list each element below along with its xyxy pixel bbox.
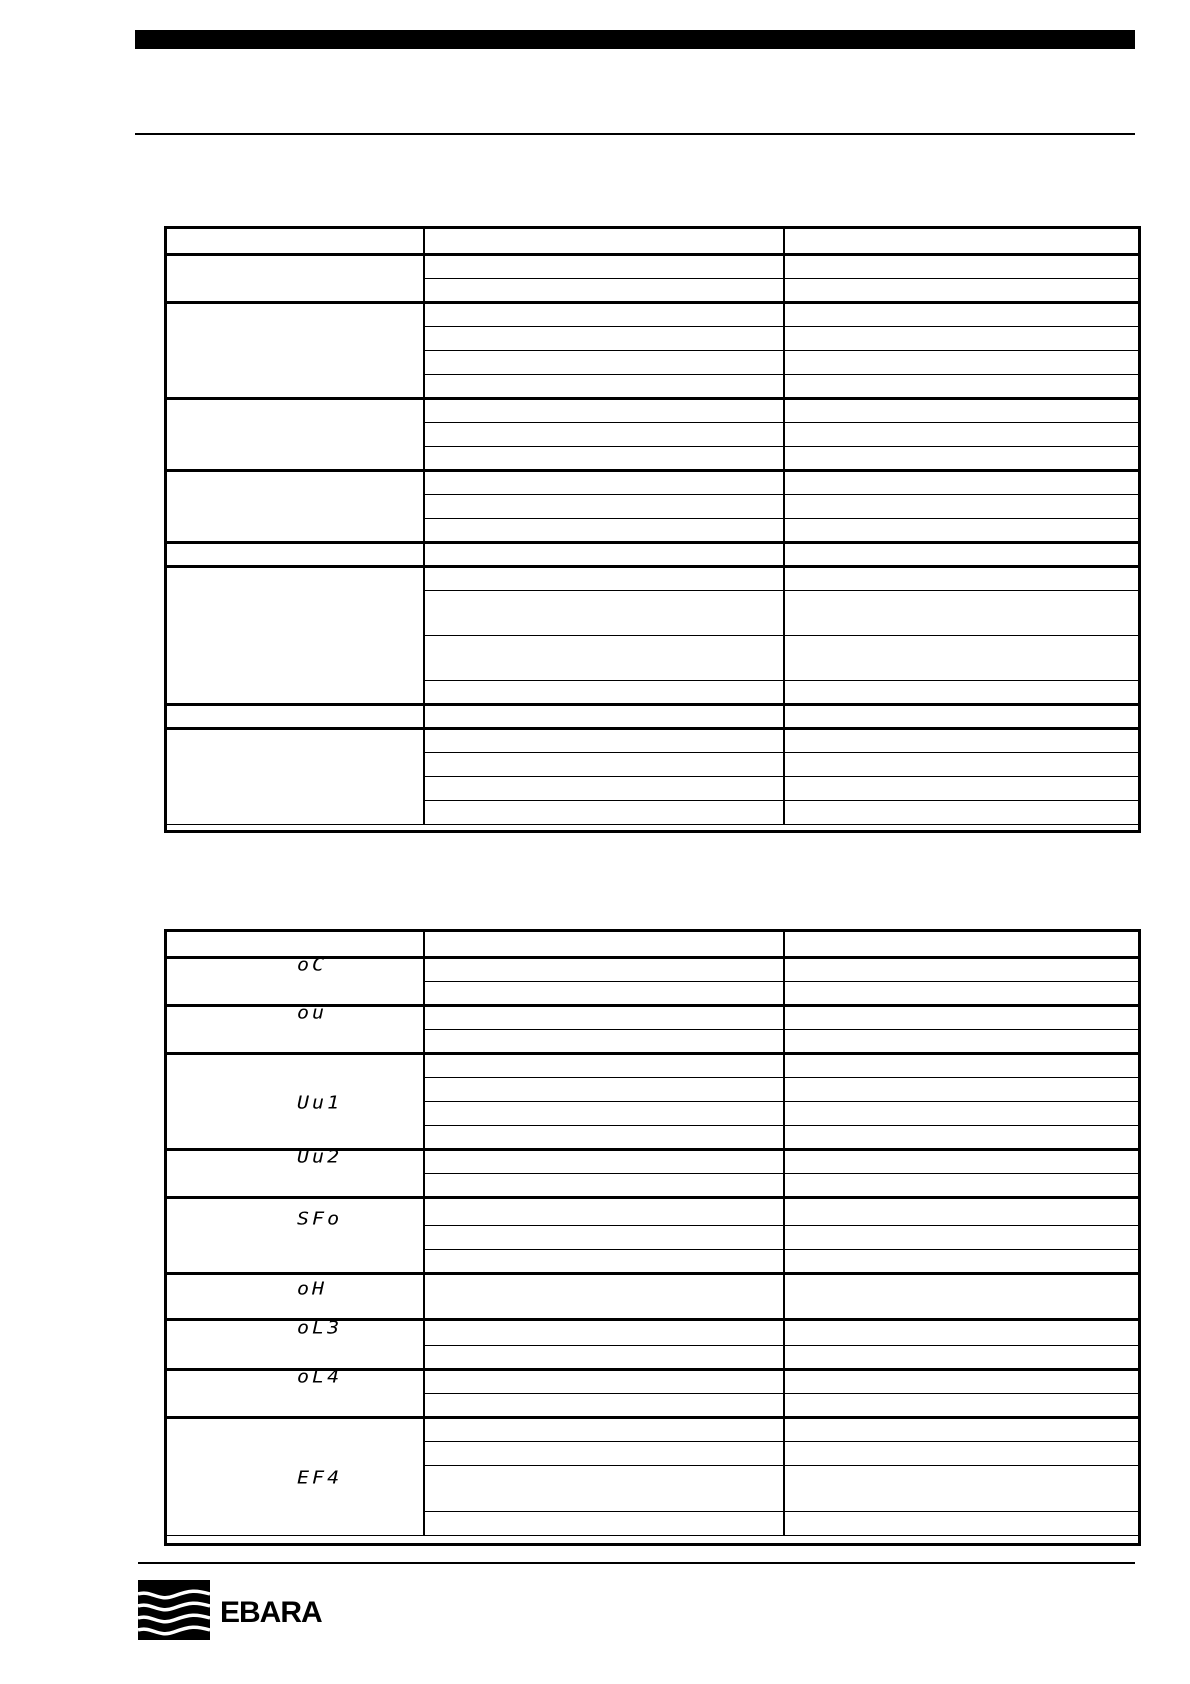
- table-row: [166, 303, 1141, 327]
- error-code-sfo: SFo: [297, 1206, 343, 1229]
- table-row: [166, 729, 1141, 753]
- ebara-logo: [138, 1580, 358, 1640]
- table-row: [166, 1054, 1141, 1078]
- table-row: [166, 1320, 1141, 1346]
- error-code-ol3: oL3: [297, 1315, 343, 1338]
- header-rule: [135, 133, 1135, 135]
- table-row: [166, 543, 1141, 567]
- error-code-ol4: oL4: [297, 1364, 343, 1387]
- error-code-oc: oC: [297, 952, 328, 975]
- error-code-uu2: Uu2: [297, 1144, 343, 1167]
- table-row: [166, 471, 1141, 495]
- brand-name: EBARA: [220, 1596, 322, 1629]
- header-bar: [135, 30, 1135, 49]
- error-code-oh: oH: [297, 1276, 328, 1299]
- table-row: [166, 399, 1141, 423]
- table-1: [165, 227, 1141, 825]
- error-code-ef4: EF4: [297, 1466, 343, 1488]
- error-code-ou: ou: [297, 1000, 328, 1023]
- table-row: [166, 705, 1141, 729]
- footer-rule: [138, 1562, 1135, 1564]
- table-row: [166, 1006, 1141, 1030]
- table-row: [166, 1370, 1141, 1394]
- table-row: [166, 1274, 1141, 1320]
- table-row: [166, 1418, 1141, 1442]
- table-row: [166, 958, 1141, 982]
- error-code-uu1: Uu1: [297, 1090, 343, 1113]
- table-row: [166, 1198, 1141, 1226]
- table-row: [166, 567, 1141, 591]
- table-2: [165, 930, 1141, 1536]
- wave-mark-icon: [138, 1580, 210, 1640]
- table-row: [166, 255, 1141, 279]
- table-row: [166, 228, 1141, 255]
- table-row: [166, 1150, 1141, 1174]
